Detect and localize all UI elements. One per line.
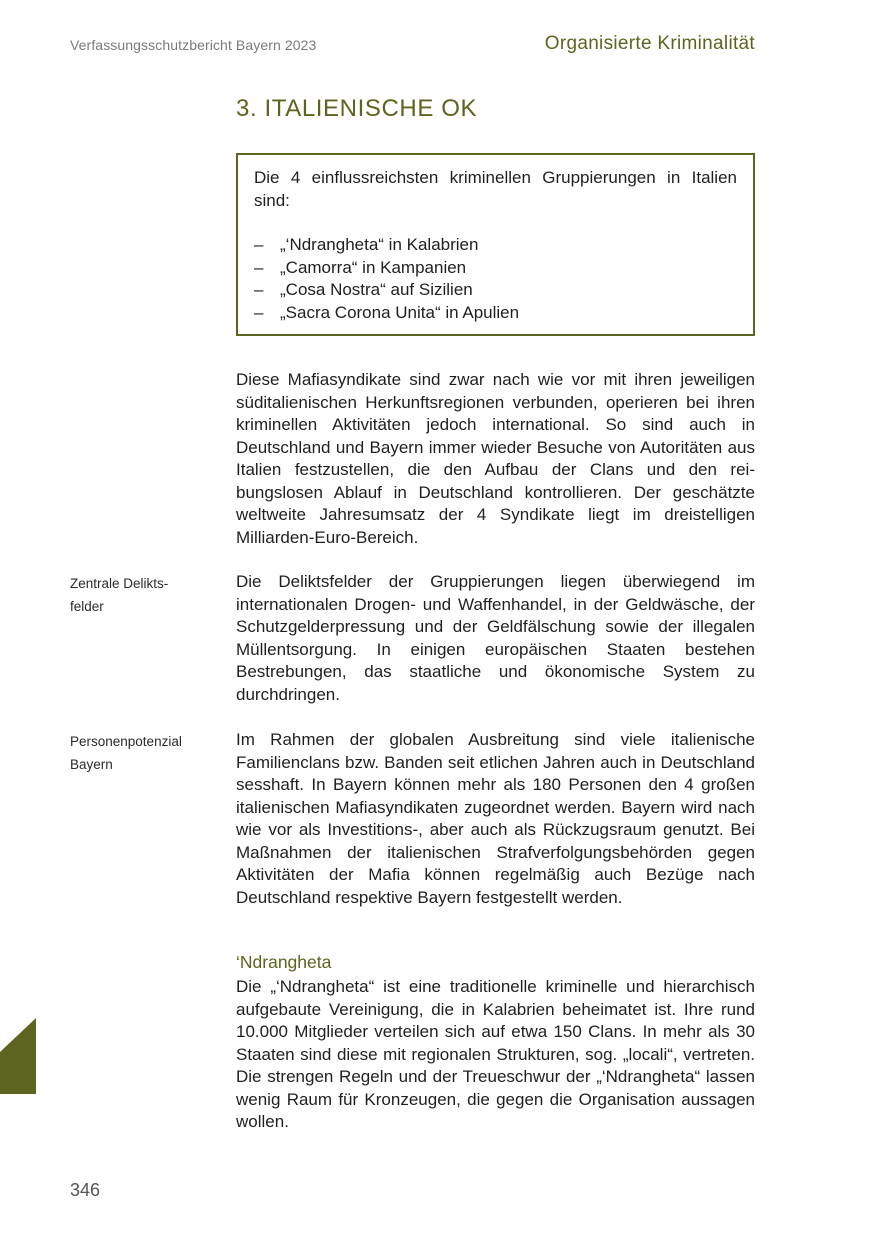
paragraph-syndicates-overview: Diese Mafiasyndikate sind zwar nach wie vor mit ihren jeweiligen süditalienischen Herkunftsregionen verbunden, operieren bei ihren kriminellen Aktivitäten jedoch international. So sind auch in Deutschland und Bayern immer wieder Besuche von Autoritäten aus Italien festzustellen, die den Aufbau der Clans und den reibungslosen Ablauf in Deutschland kontrollieren. Der geschätzte weltweite Jahresumsatz der 4 Syndikate liegt im dreistelligen Milliarden-Euro-Bereich. <box>236 370 755 547</box>
section-title: 3. ITALIENISCHE OK <box>236 95 478 122</box>
paragraph-deliktsfelder: Die Deliktsfelder der Gruppierungen liegen überwiegend im internationalen Drogen- und Waffenhandel, in der Geldwäsche, der Schutzgelderpressung und der Geldfälschung sowie der illegalen Müllentsorgung. In einigen europäischen Staaten bestehen Bestrebungen, das staatliche und ökonomische System zu durchdringen. <box>236 572 755 704</box>
list-item: – „Camorra“ in Kampanien <box>254 257 737 280</box>
list-item: – „Sacra Corona Unita“ in Apulien <box>254 302 737 325</box>
chapter-tab-marker <box>0 1018 36 1094</box>
subheading-ndrangheta: ‘Ndrangheta <box>236 952 332 972</box>
chapter-title: Organisierte Kriminalität <box>544 33 755 54</box>
list-item: – „Cosa Nostra“ auf Sizilien <box>254 279 737 302</box>
page-number: 346 <box>70 1180 101 1200</box>
paragraph-ndrangheta: Die „‘Ndrangheta“ ist eine traditionelle kriminelle und hierarchisch aufgebaute Vereinigung, die in Kalabrien beheimatet ist. Ihre rund 10.000 Mitglieder verteilen sich auf etwa 150 Clans. In mehr als 30 Staaten sind diese mit regionalen Strukturen, sog. „locali“, vertreten. Die strengen Regeln und der Treueschwur der „‘Ndrangheta“ lassen wenig Raum für Kronzeugen, die gegen die Organisation aussagen wollen. <box>236 977 755 1131</box>
dash-bullet: – <box>254 280 264 299</box>
margin-note-personenpotenzial: Personenpotenzial Bayern <box>70 734 182 772</box>
running-title: Verfassungsschutzbericht Bayern 2023 <box>70 37 317 53</box>
dash-bullet: – <box>254 235 264 254</box>
syndicate-list <box>254 234 737 324</box>
list-item: – „‘Ndrangheta“ in Kalabrien <box>254 234 737 257</box>
paragraph-personenpotenzial: Im Rahmen der globalen Ausbreitung sind viele italienische Familienclans bzw. Banden seit etlichen Jahren auch in Deutschland sesshaft. In Bayern können mehr als 180 Personen den 4 großen italienischen Mafiasyndikaten zugeordnet werden. Bayern wird nach wie vor als Investitions-, aber auch als Rückzugsraum genutzt. Bei Maßnahmen der italienischen Strafverfolgungsbehörden gegen Aktivitäten der Mafia können regelmäßig auch Bezüge nach Deutschland respektive Bayern festgestellt werden. <box>236 730 755 907</box>
info-box-intro: Die 4 einflussreichsten kriminellen Gruppierungen in Italien sind: <box>254 168 737 210</box>
dash-bullet: – <box>254 302 264 322</box>
dash-bullet: – <box>254 257 264 277</box>
info-box <box>236 153 755 336</box>
margin-note-deliktsfelder: Zentrale Delikts- felder <box>70 576 169 614</box>
